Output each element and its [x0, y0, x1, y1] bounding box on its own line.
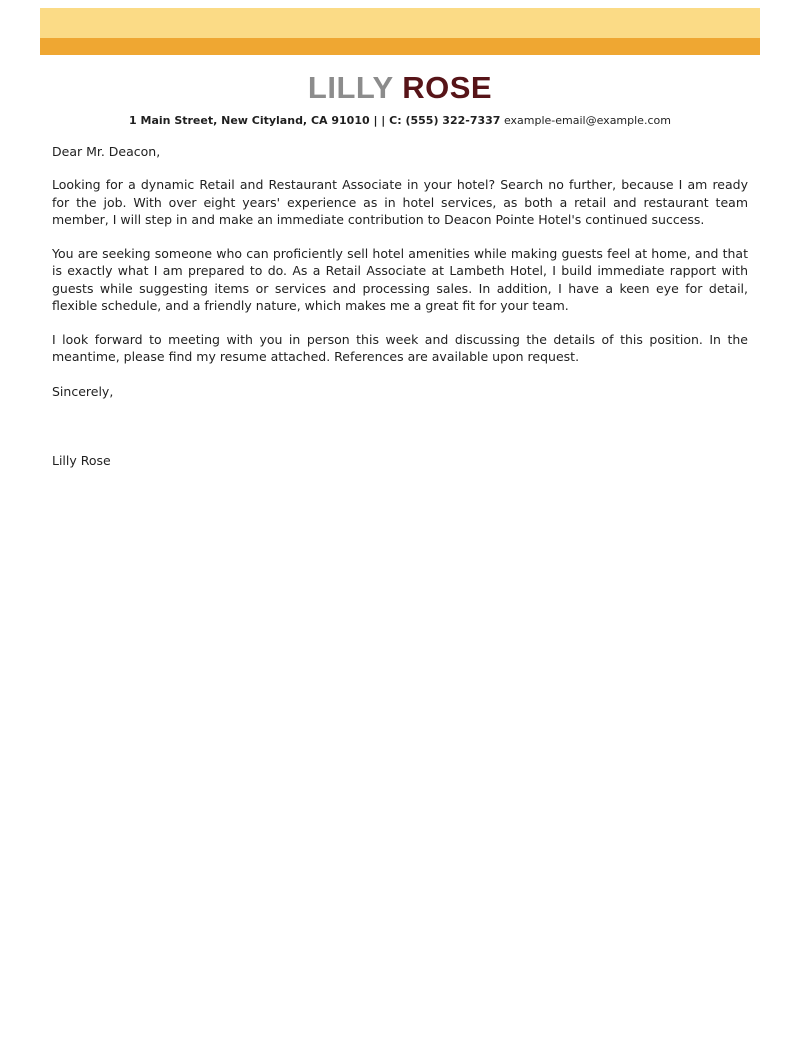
contact-line — [0, 114, 800, 127]
applicant-first-name: LILLY — [307, 70, 394, 105]
paragraph-1: Looking for a dynamic Retail and Restaurant Associate in your hotel? Search no further, because I am ready for the job. With over eight years' experience as in hotel services, as both a retail and restaurant team member, I will step in and make an immediate contribution to Deacon Pointe Hotel's continued success. — [52, 177, 748, 227]
banner-top-stripe — [40, 8, 760, 38]
contact-email: example-email@example.com — [503, 114, 671, 128]
applicant-name — [0, 71, 800, 105]
letter-body — [52, 143, 748, 469]
paragraph-2: You are seeking someone who can proficiently sell hotel amenities while making guests feel at home, and that is exactly what I am prepared to do. As a Retail Associate at Lambeth Hotel, I build immediate rapport with guests while suggesting items or services and processing sales. In addition, I have a keen eye for detail, flexible schedule, and a friendly nature, which makes me a great fit for your team. — [52, 246, 748, 313]
header-banner — [40, 8, 760, 55]
cover-letter-page — [0, 8, 800, 1043]
paragraph-3: I look forward to meeting with you in person this week and discussing the details of this position. In the meantime, please find my resume attached. References are available upon request. — [52, 332, 748, 365]
closing: Sincerely, — [52, 383, 114, 399]
banner-bottom-stripe — [40, 38, 760, 55]
applicant-last-name: ROSE — [402, 70, 493, 105]
salutation: Dear Mr. Deacon, — [52, 144, 161, 160]
signature: Lilly Rose — [52, 452, 111, 468]
contact-address-phone: 1 Main Street, New Cityland, CA 91010 | | C: (555) 322-7337 — [129, 114, 501, 128]
